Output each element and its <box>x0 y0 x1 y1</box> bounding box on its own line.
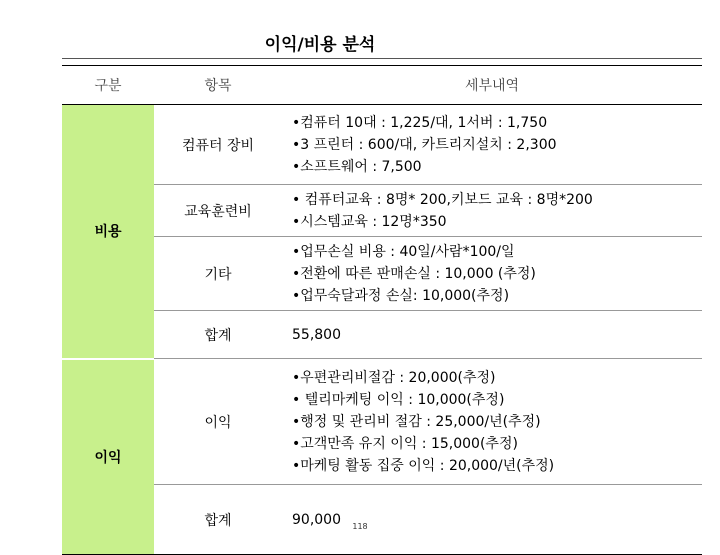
category-cell-profit: 이익 <box>62 359 154 555</box>
detail-cell <box>282 105 702 185</box>
page-number: 118 <box>352 522 368 531</box>
detail-line: •전환에 따른 판매손실 : 10,000 (추정) <box>292 265 536 282</box>
item-cell: 기타 <box>154 237 282 311</box>
detail-line: •마케팅 활동 집중 이익 : 20,000/년(추정) <box>292 457 555 474</box>
item-cell: 이익 <box>154 359 282 485</box>
item-cell: 컴퓨터 장비 <box>181 137 255 154</box>
detail-line: •업무숙달과정 손실: 10,000(추정) <box>292 287 510 304</box>
item-cell: 교육훈련비 <box>154 185 282 237</box>
detail-line: •소프트웨어 : 7,500 <box>292 158 422 175</box>
table-row <box>62 359 702 485</box>
category-cell-cost: 비용 <box>62 105 154 359</box>
table-row <box>62 185 702 237</box>
detail-line: •우편관리비절감 : 20,000(추정) <box>292 369 496 386</box>
detail-cell <box>282 485 702 555</box>
table-row <box>62 485 702 555</box>
header-item: 항목 <box>204 78 232 94</box>
title-divider <box>62 58 702 59</box>
detail-cell <box>282 185 702 237</box>
header-details: 세부내역 <box>464 78 520 94</box>
detail-cell <box>282 237 702 311</box>
detail-line: •행정 및 관리비 절감 : 25,000/년(추정) <box>292 413 541 430</box>
table-row <box>62 311 702 359</box>
page-title: 이익/비용 분석 <box>264 35 376 55</box>
item-cell: 합계 <box>154 485 282 555</box>
analysis-table <box>62 65 702 555</box>
total-value: 55,800 <box>292 326 341 343</box>
table-row <box>62 237 702 311</box>
detail-cell <box>282 359 702 485</box>
detail-line: •고객만족 유지 이익 : 15,000(추정) <box>292 435 518 452</box>
detail-line: •업무손실 비용 : 40일/사람*100/일 <box>292 243 515 260</box>
item-cell: 합계 <box>154 311 282 359</box>
detail-cell <box>282 311 702 359</box>
table-row <box>62 105 702 185</box>
table-header-row <box>62 66 702 105</box>
detail-line: •3 프린터 : 600/대, 카트리지설치 : 2,300 <box>292 136 557 153</box>
header-category: 구분 <box>94 78 122 94</box>
detail-line: • 텔리마케팅 이익 : 10,000(추정) <box>292 391 505 408</box>
total-value: 90,000 <box>292 511 341 528</box>
detail-line: •컴퓨터 10대 : 1,225/대, 1서버 : 1,750 <box>292 114 548 131</box>
detail-line: •시스템교육 : 12명*350 <box>292 213 447 230</box>
detail-line: • 컴퓨터교육 : 8명* 200,키보드 교육 : 8명*200 <box>292 191 593 208</box>
